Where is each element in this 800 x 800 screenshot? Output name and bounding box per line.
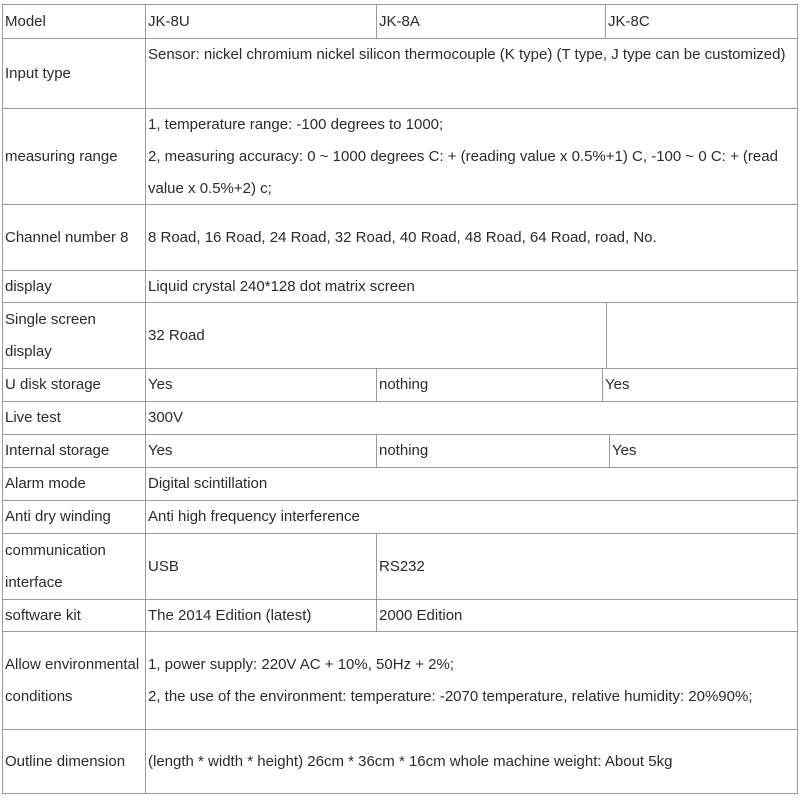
row-value-2014: The 2014 Edition (latest) <box>146 600 377 632</box>
table-row-single-screen <box>3 303 798 369</box>
table-row-software <box>3 600 798 632</box>
table-row-alarm-mode <box>3 468 798 501</box>
row-value-jk-8u: Yes <box>146 369 377 402</box>
header-jk-8u: JK-8U <box>146 5 377 39</box>
table-row-environment <box>3 632 798 730</box>
row-value: 8 Road, 16 Road, 24 Road, 32 Road, 40 Road, 48 Road, 64 Road, road, No. <box>146 205 798 271</box>
row-label: Single screen display <box>3 303 146 369</box>
row-value: Sensor: nickel chromium nickel silicon thermocouple (K type) (T type, J type can be customized) <box>146 39 798 109</box>
table-row-display <box>3 271 798 303</box>
spec-table <box>2 4 798 794</box>
row-value: Digital scintillation <box>146 468 798 501</box>
row-label: Channel number 8 <box>3 205 146 271</box>
row-value-jk-8a: nothing <box>377 369 603 402</box>
row-label: software kit <box>3 600 146 632</box>
row-label: display <box>3 271 146 303</box>
table-row-measuring-range <box>3 109 798 205</box>
header-model: Model <box>3 5 146 39</box>
row-value-rs232: RS232 <box>377 534 798 600</box>
table-row-u-disk <box>3 369 798 402</box>
table-row-anti-dry <box>3 501 798 534</box>
row-label: Live test <box>3 402 146 435</box>
row-label: U disk storage <box>3 369 146 402</box>
table-row-input-type <box>3 39 798 109</box>
table-row-outline <box>3 730 798 794</box>
row-value-empty <box>607 303 798 369</box>
row-label: Internal storage <box>3 435 146 468</box>
row-value-jk-8a: nothing <box>377 435 610 468</box>
header-jk-8a: JK-8A <box>377 5 606 39</box>
row-value: 300V <box>146 402 798 435</box>
row-value-jk-8c: Yes <box>603 369 798 402</box>
row-value-usb: USB <box>146 534 377 600</box>
table-row-channel-number <box>3 205 798 271</box>
row-label: Alarm mode <box>3 468 146 501</box>
row-value: 1, temperature range: -100 degrees to 1000; 2, measuring accuracy: 0 ~ 1000 degrees C: + (reading value x 0.5%+1) C, -100 ~ 0 C: + (read value x 0.5%+2) c; <box>146 109 798 205</box>
row-label: measuring range <box>3 109 146 205</box>
row-value: 32 Road <box>146 303 607 369</box>
row-label: Input type <box>3 39 146 109</box>
row-label: Outline dimension <box>3 730 146 794</box>
row-value-jk-8u: Yes <box>146 435 377 468</box>
table-row-internal-storage <box>3 435 798 468</box>
header-jk-8c: JK-8C <box>606 5 798 39</box>
row-label: Anti dry winding <box>3 501 146 534</box>
row-label: communication interface <box>3 534 146 600</box>
row-value: (length * width * height) 26cm * 36cm * 16cm whole machine weight: About 5kg <box>146 730 798 794</box>
row-value: 1, power supply: 220V AC + 10%, 50Hz + 2%; 2, the use of the environment: temperature: -2070 temperature, relative humidity: 20%90%; <box>146 632 798 730</box>
row-value: Anti high frequency interference <box>146 501 798 534</box>
row-value: Liquid crystal 240*128 dot matrix screen <box>146 271 798 303</box>
table-row-communication <box>3 534 798 600</box>
table-row-live-test <box>3 402 798 435</box>
row-value-2000: 2000 Edition <box>377 600 798 632</box>
row-label: Allow environmental conditions <box>3 632 146 730</box>
row-value-jk-8c: Yes <box>610 435 798 468</box>
table-header-row <box>3 5 798 39</box>
